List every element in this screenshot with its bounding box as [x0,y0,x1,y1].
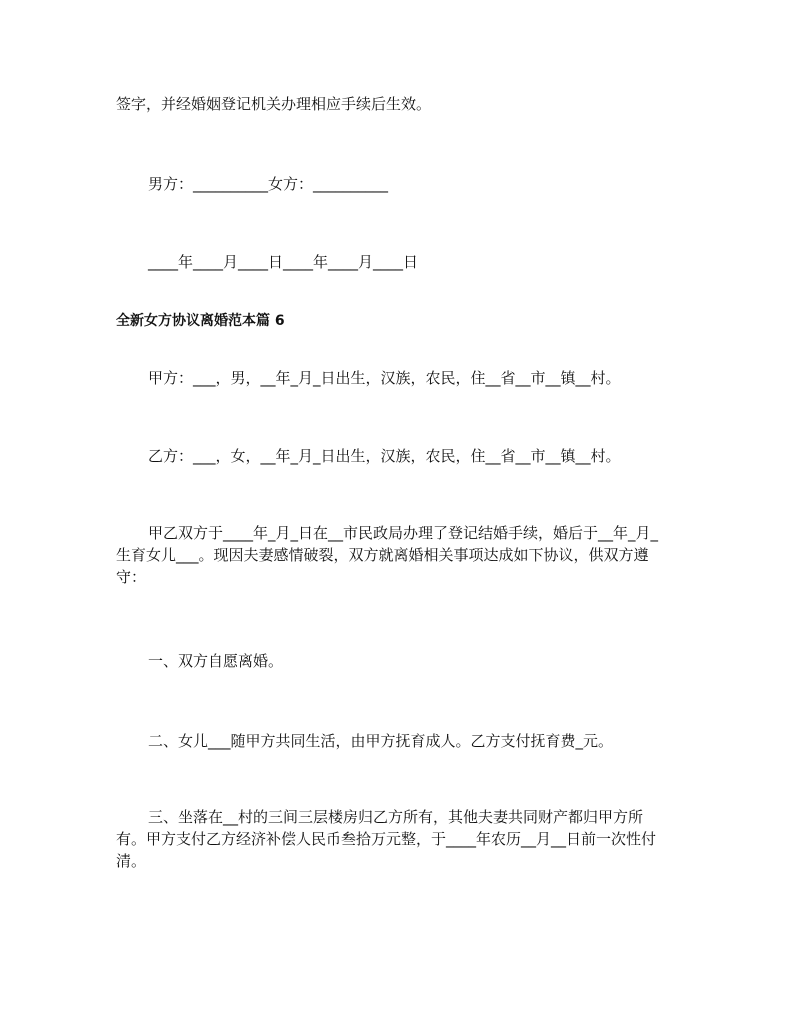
date-line: ____年____月____日____年____月____日 [148,253,419,271]
preamble-paragraph [116,522,676,588]
clause-3-line: 清。 [116,852,147,870]
party-b-line: 乙方：___，女，__年_月_日出生，汉族，农民，住__省__市__镇__村。 [148,447,621,465]
section-heading: 全新女方协议离婚范本篇 6 [116,313,285,329]
preamble-line: 生育女儿___。现因夫妻感情破裂，双方就离婚相关事项达成如下协议，供双方遵 [116,546,649,564]
signature-line: 男方：__________女方：__________ [148,175,389,193]
preamble-line: 甲乙双方于____年_月_日在__市民政局办理了登记结婚手续，婚后于__年_月_ [148,524,659,542]
clause-1: 一、双方自愿离婚。 [148,652,284,670]
clause-3-line: 三、坐落在__村的三间三层楼房归乙方所有，其他夫妻共同财产都归甲方所 [148,808,644,826]
clause-2: 二、女儿___随甲方共同生活，由甲方抚育成人。乙方支付抚育费_元。 [148,732,614,750]
party-a-line: 甲方：___，男，__年_月_日出生，汉族，农民，住__省__市__镇__村。 [148,369,621,387]
text-signature-effect: 签字，并经婚姻登记机关办理相应手续后生效。 [116,95,432,113]
clause-3-line: 有。甲方支付乙方经济补偿人民币叁拾万元整，于____年农历__月__日前一次性付 [116,830,657,848]
preamble-line: 守： [116,568,147,586]
clause-3-paragraph [116,806,676,872]
